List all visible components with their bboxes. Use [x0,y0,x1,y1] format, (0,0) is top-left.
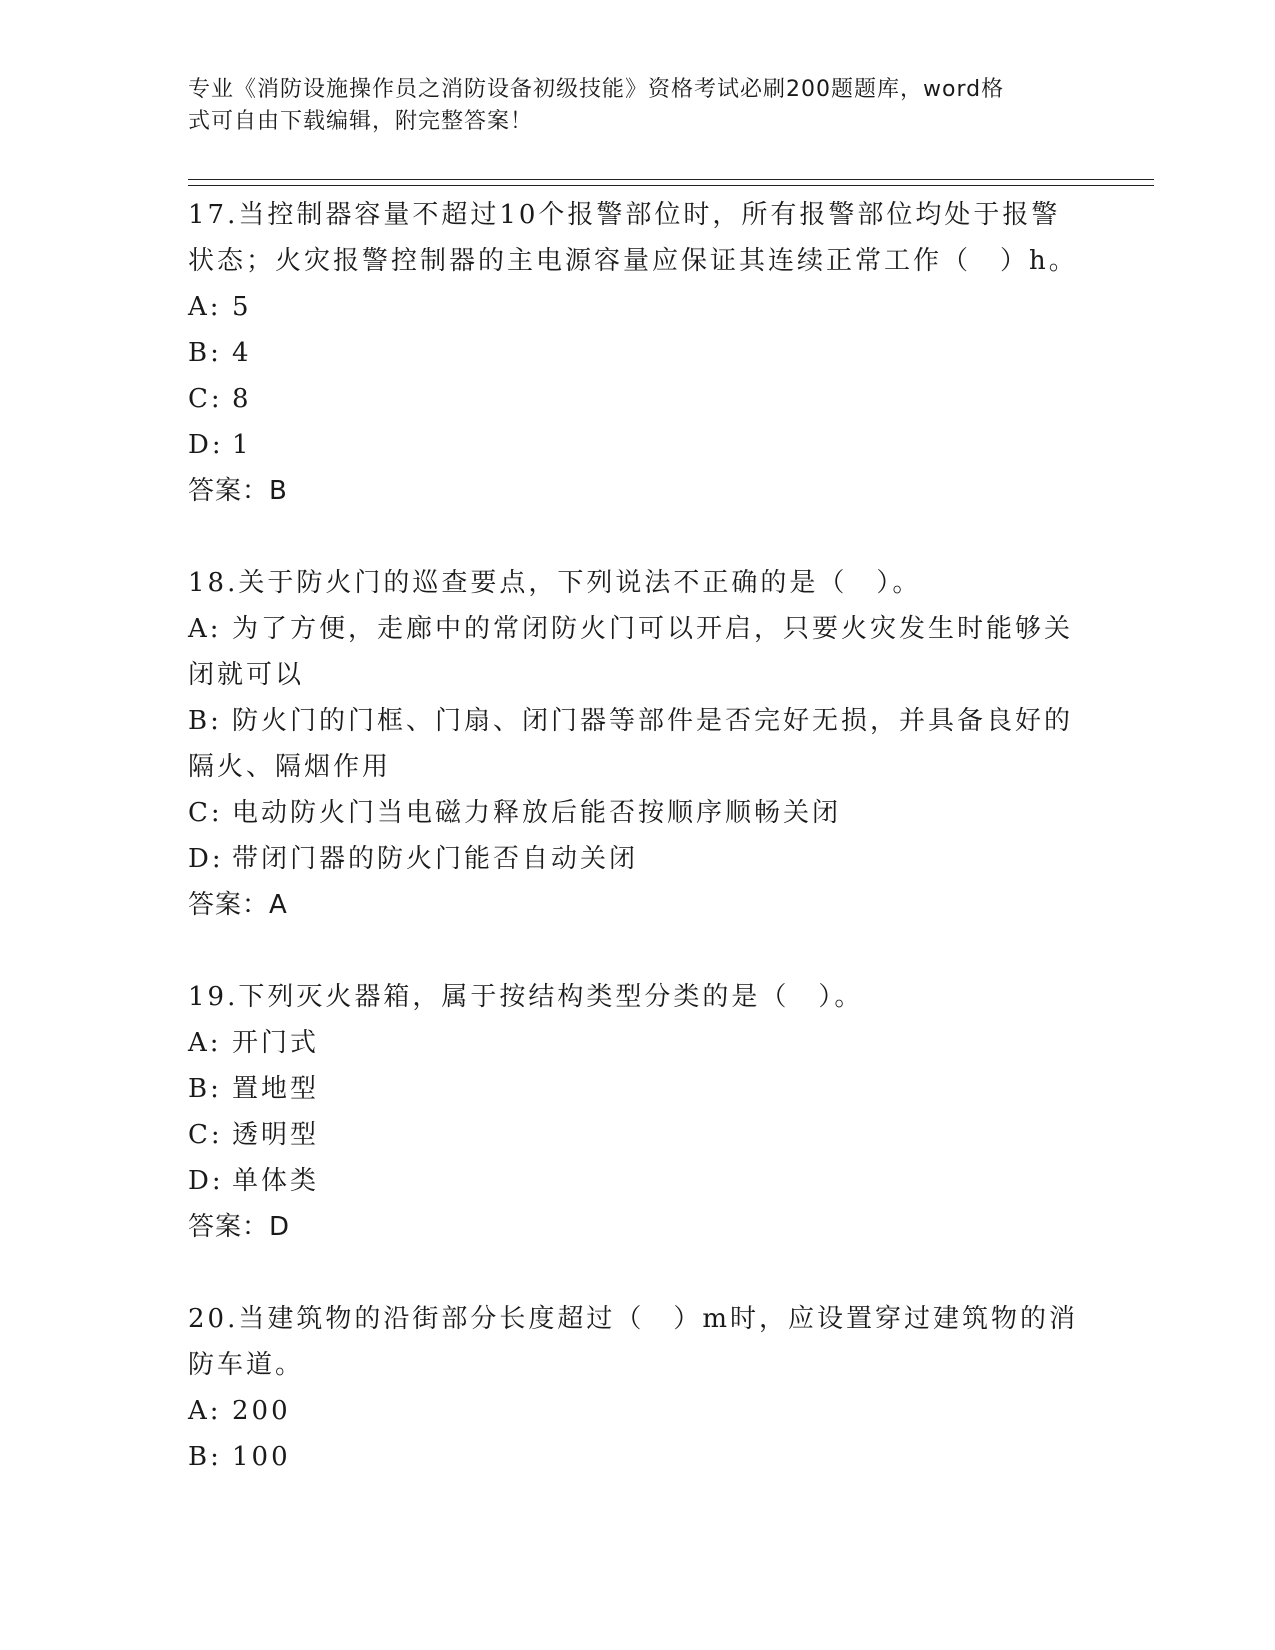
option-line [188,1388,1088,1434]
option-key: A: [188,1028,222,1058]
option-text: 5 [232,292,252,322]
option-text: 置地型 [232,1074,320,1104]
question-stem-line: 18.关于防火门的巡查要点，下列说法不正确的是（ ）。 [188,568,922,598]
option-key: D: [188,844,224,874]
question-stem-line: 17.当控制器容量不超过10个报警部位时，所有报警部位均处于报警 [188,200,1061,230]
option-key: D: [188,1166,224,1196]
option-text: 4 [232,338,252,368]
option-key: C: [188,798,223,828]
question-stem-line: 防车道。 [188,1350,305,1380]
option-text: 电动防火门当电磁力释放后能否按顺序顺畅关闭 [232,798,842,828]
option-text: 防火门的门框、门扇、闭门器等部件是否完好无损，并具备良好的 [232,706,1074,736]
option-line [188,744,1088,790]
header-title-line-1: 专业《消防设施操作员之消防设备初级技能》资格考试必刷200题题库，word格 [188,77,1005,102]
header-divider-bottom [188,185,1154,186]
option-line [188,1112,1088,1158]
option-line [188,330,1088,376]
question-stem [188,192,1088,284]
answer-line: 答案：B [188,476,288,506]
option-text: 为了方便，走廊中的常闭防火门可以开启，只要火灾发生时能够关 [232,614,1074,644]
option-key: A: [188,292,222,322]
option-line [188,1158,1088,1204]
option-key: C: [188,1120,223,1150]
option-key: B: [188,1074,222,1104]
option-line [188,422,1088,468]
question-stem-line: 19.下列灭火器箱，属于按结构类型分类的是（ ）。 [188,982,864,1012]
option-key: A: [188,614,222,644]
option-text: 透明型 [232,1120,320,1150]
option-line [188,698,1088,744]
question-block [188,560,1088,928]
option-text: 200 [232,1396,291,1426]
question-stem-line: 状态；火灾报警控制器的主电源容量应保证其连续正常工作（ ）h。 [188,246,1078,276]
answer-line: 答案：A [188,890,288,920]
option-line [188,284,1088,330]
option-key: D: [188,430,224,460]
header-divider-top [188,179,1154,180]
option-key: B: [188,706,222,736]
option-text: 闭就可以 [188,660,305,690]
question-stem [188,1296,1088,1388]
option-text: 带闭门器的防火门能否自动关闭 [232,844,639,874]
question-stem [188,560,1088,606]
question-block [188,192,1088,514]
option-text: 100 [232,1442,291,1472]
document-header [188,74,1068,138]
option-text: 开门式 [232,1028,320,1058]
option-key: B: [188,338,222,368]
option-line [188,790,1088,836]
question-block [188,1296,1088,1480]
option-text: 1 [232,430,252,460]
answer-line: 答案：D [188,1212,291,1242]
question-stem [188,974,1088,1020]
option-key: A: [188,1396,222,1426]
option-line [188,606,1088,652]
option-key: B: [188,1442,222,1472]
question-block [188,974,1088,1250]
option-line [188,1066,1088,1112]
option-key: C: [188,384,223,414]
option-text: 8 [232,384,252,414]
option-text: 隔火、隔烟作用 [188,752,392,782]
option-text: 单体类 [232,1166,320,1196]
question-stem-line: 20.当建筑物的沿街部分长度超过（ ）m时，应设置穿过建筑物的消 [188,1304,1079,1334]
question-list [188,192,1088,1526]
option-line [188,836,1088,882]
option-line [188,376,1088,422]
option-line [188,1020,1088,1066]
header-title-line-2: 式可自由下载编辑，附完整答案！ [188,109,534,134]
option-line [188,652,1088,698]
option-line [188,1434,1088,1480]
